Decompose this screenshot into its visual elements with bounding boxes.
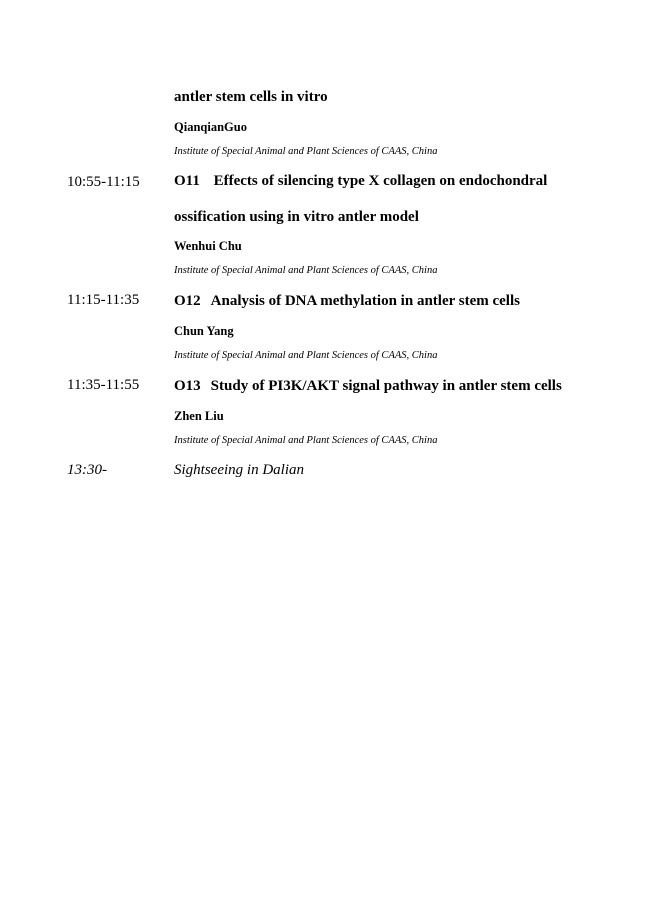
continued-author: QianqianGuo <box>174 120 247 134</box>
title-o12 <box>174 282 520 321</box>
code-o13: O13 <box>174 378 201 394</box>
event-time: 13:30- <box>67 462 107 478</box>
time-o13: 11:35-11:55 <box>67 377 140 393</box>
institution-o12: Institute of Special Animal and Plant Sciences of CAAS, China <box>174 350 438 361</box>
author-o12: Chun Yang <box>174 324 234 338</box>
time-o12: 11:15-11:35 <box>67 292 140 308</box>
title-o12-text: Analysis of DNA methylation in antler stem cells <box>210 293 520 309</box>
title-o13 <box>174 367 562 406</box>
event-label: Sightseeing in Dalian <box>174 462 304 478</box>
title-o11-line1: Effects of silencing type X collagen on endochondral <box>213 173 548 189</box>
author-o11: Wenhui Chu <box>174 239 242 253</box>
institution-o13: Institute of Special Animal and Plant Sciences of CAAS, China <box>174 435 438 446</box>
continued-title: antler stem cells in vitro <box>174 89 328 105</box>
institution-o11: Institute of Special Animal and Plant Sciences of CAAS, China <box>174 265 438 276</box>
continued-institution: Institute of Special Animal and Plant Sciences of CAAS, China <box>174 146 438 157</box>
title-o11 <box>174 162 584 201</box>
author-o13: Zhen Liu <box>174 409 224 423</box>
time-o11: 10:55-11:15 <box>67 174 140 190</box>
title-o11-line2: ossification using in vitro antler model <box>174 209 419 225</box>
code-o11: O11 <box>174 173 200 189</box>
title-o13-text: Study of PI3K/AKT signal pathway in antler stem cells <box>210 378 562 394</box>
code-o12: O12 <box>174 293 201 309</box>
